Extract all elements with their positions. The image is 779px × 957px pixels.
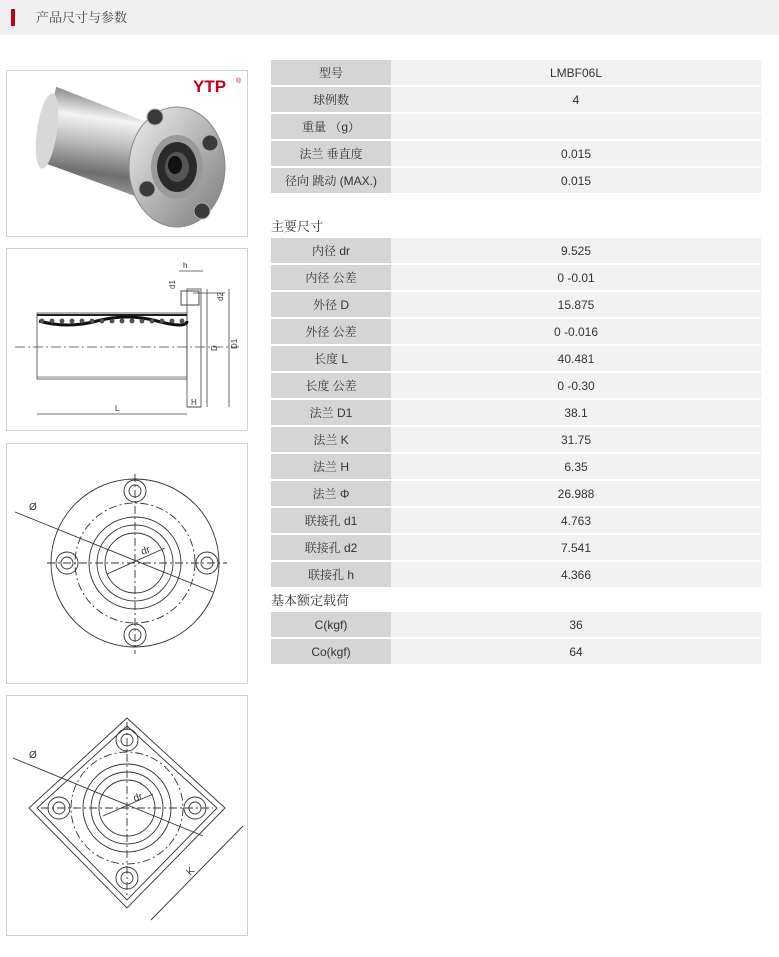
label-phi-square: Ø: [29, 750, 37, 761]
table-row: [271, 427, 761, 452]
table-row: [271, 612, 761, 637]
param-value: 0.015: [391, 168, 761, 193]
param-value: 0 -0.01: [391, 265, 761, 290]
param-key: 法兰 Φ: [271, 481, 391, 506]
param-key: 外径 D: [271, 292, 391, 317]
header-accent-mark: [11, 9, 15, 26]
square-flange-drawing: [6, 695, 248, 936]
param-value: [391, 114, 761, 139]
registered-mark: ®: [236, 78, 242, 85]
param-value: 4: [391, 87, 761, 112]
param-value: 0 -0.30: [391, 373, 761, 398]
param-value: 7.541: [391, 535, 761, 560]
param-key: 外径 公差: [271, 319, 391, 344]
param-key: 法兰 垂直度: [271, 141, 391, 166]
section-title: 产品尺寸与参数: [36, 10, 128, 25]
basic-params-table: [271, 58, 761, 195]
side-section-drawing: [6, 248, 248, 431]
param-key: 长度 L: [271, 346, 391, 371]
param-key: 联接孔 d2: [271, 535, 391, 560]
param-value: 31.75: [391, 427, 761, 452]
section-header: [0, 0, 779, 35]
table-row: [271, 535, 761, 560]
label-D: D: [210, 345, 219, 351]
table-row: [271, 265, 761, 290]
param-value: 38.1: [391, 400, 761, 425]
table-row: [271, 168, 761, 193]
product-photo: [6, 70, 248, 237]
param-key: 内径 公差: [271, 265, 391, 290]
param-key: 长度 公差: [271, 373, 391, 398]
label-d1: d1: [168, 280, 177, 289]
param-value: 9.525: [391, 238, 761, 263]
table-row: [271, 114, 761, 139]
label-phi: Ø: [29, 502, 37, 513]
param-key: 径向 跳动 (MAX.): [271, 168, 391, 193]
param-value: 64: [391, 639, 761, 664]
table-row: [271, 508, 761, 533]
table-row: [271, 400, 761, 425]
label-H: H: [191, 398, 197, 407]
label-d2: d2: [216, 292, 225, 301]
param-key: 联接孔 d1: [271, 508, 391, 533]
param-value: 15.875: [391, 292, 761, 317]
param-key: 联接孔 h: [271, 562, 391, 587]
load-rating-table: [271, 610, 761, 666]
param-value: 36: [391, 612, 761, 637]
param-value: 4.763: [391, 508, 761, 533]
param-value: 0 -0.016: [391, 319, 761, 344]
table-row: [271, 639, 761, 664]
label-h: h: [183, 261, 188, 270]
param-key: C(kgf): [271, 612, 391, 637]
param-key: 法兰 K: [271, 427, 391, 452]
table-row: [271, 454, 761, 479]
param-key: 法兰 D1: [271, 400, 391, 425]
param-value: 4.366: [391, 562, 761, 587]
param-value: LMBF06L: [391, 60, 761, 85]
dims-section-title: 主要尺寸: [271, 219, 324, 234]
table-row: [271, 292, 761, 317]
brand-logo: YTP: [193, 77, 227, 96]
dimensions-table: [271, 236, 761, 589]
param-key: 法兰 H: [271, 454, 391, 479]
table-row: [271, 238, 761, 263]
param-key: 球例数: [271, 87, 391, 112]
label-K: K: [184, 865, 198, 879]
param-key: Co(kgf): [271, 639, 391, 664]
label-dr-square: dr: [131, 791, 145, 805]
param-value: 40.481: [391, 346, 761, 371]
param-value: 0.015: [391, 141, 761, 166]
load-section-title: 基本额定载荷: [271, 593, 350, 608]
label-dr: dr: [139, 544, 152, 558]
table-row: [271, 346, 761, 371]
table-row: [271, 141, 761, 166]
param-key: 内径 dr: [271, 238, 391, 263]
table-row: [271, 373, 761, 398]
round-flange-drawing: [6, 443, 248, 684]
label-D1: D1: [230, 338, 239, 349]
param-key: 重量 （g）: [271, 114, 391, 139]
bearing-photo-icon: [32, 86, 225, 227]
table-row: [271, 60, 761, 85]
param-value: 6.35: [391, 454, 761, 479]
table-row: [271, 562, 761, 587]
table-row: [271, 87, 761, 112]
param-value: 26.988: [391, 481, 761, 506]
table-row: [271, 319, 761, 344]
table-row: [271, 481, 761, 506]
label-L: L: [115, 404, 120, 413]
param-key: 型号: [271, 60, 391, 85]
